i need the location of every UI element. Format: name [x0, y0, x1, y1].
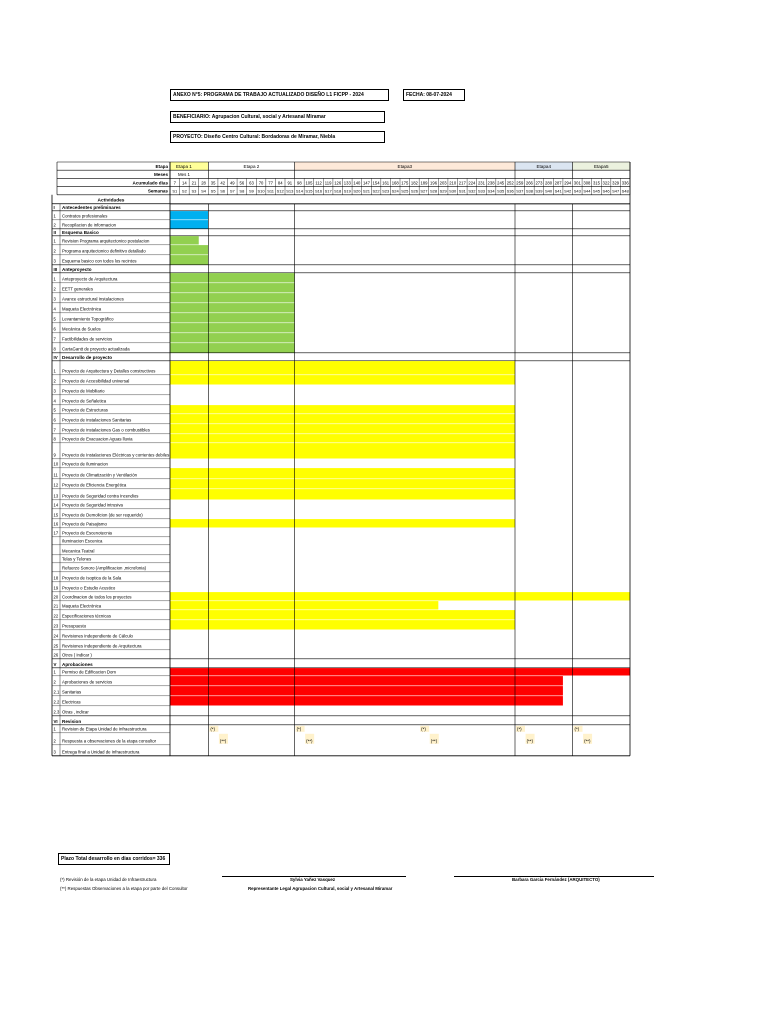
semana-value: S42: [564, 188, 572, 194]
acumulado-value: 70: [258, 180, 264, 186]
acumulado-value: 322: [602, 180, 610, 186]
semana-value: S39: [535, 188, 543, 194]
task-bar: [170, 293, 295, 302]
revision-mark: (**): [306, 738, 313, 744]
task-number: 1: [53, 276, 56, 282]
semana-value: S48: [621, 188, 629, 194]
task-number: 22: [53, 613, 59, 619]
semana-value: S35: [497, 188, 505, 194]
task-bar: [170, 668, 630, 675]
task-label: Otras , indicar: [62, 709, 89, 715]
semana-value: S47: [612, 188, 620, 194]
task-number: 20: [53, 594, 59, 600]
semana-value: S21: [362, 188, 371, 194]
task-label: Proyecto de Señaletica: [62, 398, 107, 404]
task-label: Proyecto de instalaciones Gas o combustibles: [62, 427, 150, 433]
task-label: Sanitarias: [62, 689, 82, 695]
task-bar: [170, 245, 208, 254]
task-number: 6: [53, 326, 56, 332]
task-label: Proyecto de Mobiliario: [62, 388, 105, 394]
task-label: Proyecto de Iluminacion: [62, 461, 108, 467]
semana-value: S22: [372, 188, 380, 194]
task-label: Proyecto de Evacuacion Aguas lluvia: [62, 436, 133, 442]
task-number: 8: [53, 436, 56, 442]
revision-mark: (*): [421, 726, 426, 732]
task-number: 2: [53, 286, 56, 292]
acumulado-value: 98: [297, 180, 302, 186]
task-label: Proyecto de Eficiencia Energética: [62, 482, 127, 488]
etapa-label: Etapa4: [536, 164, 552, 169]
acumulado-value: 315: [592, 180, 600, 186]
semana-value: S5: [210, 188, 216, 194]
section-label: Desarrollo de proyecto: [62, 354, 113, 360]
semana-value: S13: [286, 188, 294, 194]
semana-value: S38: [525, 188, 533, 194]
task-label: Anteproyecto de Arquitectura: [62, 276, 118, 282]
acumulado-value: 77: [268, 180, 273, 186]
task-number: 13: [53, 493, 59, 499]
task-number: 15: [53, 512, 59, 518]
acumulado-value: 63: [249, 180, 254, 186]
section-label: Anteproyecto: [62, 266, 92, 272]
revision-mark: (*): [210, 726, 215, 732]
task-bar: [170, 489, 515, 499]
task-bar: [170, 414, 515, 423]
task-bar: [170, 405, 515, 413]
task-bar: [170, 361, 515, 374]
acumulado-header-label: Acumulado dias: [132, 180, 168, 186]
revision-mark: (**): [430, 738, 438, 744]
task-number: 2: [53, 679, 56, 685]
acumulado-value: 231: [477, 180, 485, 186]
task-number: 1: [53, 368, 56, 374]
etapa-header-label: Etapa: [155, 164, 168, 169]
semana-value: S14: [295, 188, 303, 194]
acumulado-value: 140: [353, 180, 361, 186]
task-label: Mecanica Teatral: [62, 548, 95, 554]
acumulado-value: 154: [372, 180, 380, 186]
task-label: Revisiones Independiente de Cálculo: [62, 633, 133, 639]
task-number: 24: [53, 633, 59, 639]
acumulado-value: 238: [487, 180, 495, 186]
section-number: V: [53, 661, 57, 667]
task-bar: [170, 424, 515, 433]
semana-value: S2: [181, 188, 187, 194]
revision-mark: (**): [526, 738, 533, 744]
acumulado-value: 280: [545, 180, 553, 186]
semana-value: S10: [257, 188, 265, 194]
task-bar: [170, 343, 295, 352]
semana-value: S36: [506, 188, 514, 194]
semana-value: S20: [353, 188, 361, 194]
task-label: Proyecto de Paisajismo: [62, 521, 107, 527]
task-bar: [170, 443, 515, 458]
footnote-revision: (*) Revisión de la etapa Unidad de Infraestructura: [60, 877, 157, 882]
semana-value: S32: [468, 188, 476, 194]
task-number: 5: [53, 316, 56, 322]
task-number: 2: [53, 738, 56, 744]
task-bar: [170, 592, 630, 600]
task-number: 1: [53, 213, 56, 219]
revision-mark: (**): [584, 738, 591, 744]
semana-value: S30: [449, 188, 457, 194]
semana-value: S46: [602, 188, 610, 194]
project-box: PROYECTO: Diseño Centro Cultural: Bordadoras de Miramar, Niebla: [170, 131, 385, 143]
task-bar: [170, 211, 208, 219]
task-label: Proyecto de Arquitectura y Detalles constructivos: [62, 368, 156, 374]
acumulado-value: 168: [391, 180, 399, 186]
task-label: CartaGantt de proyecto actualizada: [62, 346, 130, 352]
task-bar: [170, 333, 295, 342]
acumulado-value: 336: [621, 180, 629, 186]
task-label: Maqueta Electrónica: [62, 603, 102, 609]
task-label: Coordinacion de todos los proyectos: [62, 594, 132, 600]
task-label: Revision Programa arquitectonico postulacion: [62, 238, 150, 244]
task-label: Avance estructural Instalaciones: [62, 296, 124, 302]
semana-value: S16: [314, 188, 323, 194]
acumulado-value: 35: [210, 180, 216, 186]
task-bar: [170, 283, 295, 292]
task-label: Programa arquitectonico definitivo detallado: [62, 248, 146, 254]
task-label: Revision de Etapa Unidad de Infraestructura: [62, 726, 147, 732]
task-number: 23: [53, 623, 59, 629]
task-number: 2.2: [53, 699, 60, 705]
section-number: II: [53, 229, 56, 235]
acumulado-value: 28: [201, 180, 206, 186]
task-label: Mecánica de Suelos: [62, 326, 101, 332]
acumulado-value: 56: [239, 180, 245, 186]
date-box: FECHA: 08-07-2024: [403, 89, 465, 101]
task-number: 18: [53, 575, 59, 581]
task-label: Recopilacion de informacion: [62, 222, 116, 228]
task-label: Presupuesto: [62, 623, 87, 629]
task-bar: [170, 236, 199, 244]
acumulado-value: 224: [468, 180, 476, 186]
semana-value: S1: [172, 188, 178, 194]
acumulado-value: 329: [612, 180, 620, 186]
semana-value: S24: [391, 188, 399, 194]
semana-value: S12: [276, 188, 284, 194]
task-bar: [170, 479, 515, 488]
acumulado-value: 105: [305, 180, 313, 186]
semana-value: S23: [382, 188, 390, 194]
task-number: 4: [53, 306, 56, 312]
task-label: Proyecto de Escenotecnia: [62, 530, 112, 536]
semana-value: S33: [477, 188, 486, 194]
annex-title: ANEXO N°5: PROGRAMA DE TRABAJO ACTUALIZADO DISEÑO L1 FICPP - 2024: [170, 89, 389, 101]
acumulado-value: 112: [315, 180, 322, 186]
acumulado-value: 126: [334, 180, 342, 186]
revision-mark: (*): [517, 726, 522, 732]
task-bar: [170, 303, 295, 312]
meses-header-label: Meses: [153, 172, 168, 178]
task-label: Proyecto de instalaciones Sanitarias: [62, 417, 132, 423]
semana-value: S28: [429, 188, 438, 194]
section-label: Antecedentes preliminares: [62, 204, 121, 210]
task-number: 5: [53, 407, 56, 413]
task-bar: [170, 610, 515, 619]
semanas-header-label: Semanas: [147, 188, 168, 194]
signer-2-name: Barbara Garcia Fernández (ARQUITECTO): [512, 877, 600, 882]
task-label: Levantamiento Topográfico: [62, 316, 114, 322]
task-label: Maqueta Electrónica: [62, 306, 102, 312]
task-bar: [170, 323, 295, 332]
task-label: Proyecto o Estudio Acustico: [62, 585, 116, 591]
task-number: 7: [53, 336, 56, 342]
task-number: 25: [53, 643, 59, 649]
acumulado-value: 84: [277, 180, 283, 186]
task-label: Aprobaciones de servicios: [62, 679, 113, 685]
task-number: 9: [53, 452, 56, 458]
footnote-response: (**) Respuestas Observaciones a la etapa por parte del Consultor: [60, 886, 188, 891]
acumulado-value: 301: [573, 180, 581, 186]
activities-header: Actividades: [97, 198, 125, 204]
acumulado-value: 7: [173, 180, 176, 186]
task-label: Proyecto de Climatización y Ventilación: [62, 472, 137, 478]
task-bar: [170, 468, 515, 478]
section-number: VI: [53, 718, 58, 724]
task-label: Proyecto de Seguridad intrusiva: [62, 502, 123, 508]
task-bar: [170, 220, 208, 228]
semana-value: S4: [201, 188, 206, 194]
semana-value: S25: [401, 188, 409, 194]
semana-value: S15: [305, 188, 313, 194]
acumulado-value: 294: [564, 180, 572, 186]
acumulado-value: 175: [401, 180, 409, 186]
task-label: Permiso de Edificacion Dom: [62, 669, 116, 675]
task-number: 1: [53, 726, 56, 732]
acumulado-value: 245: [497, 180, 505, 186]
semana-value: S41: [554, 188, 562, 194]
acumulado-value: 161: [382, 180, 390, 186]
task-number: 3: [53, 388, 56, 394]
task-label: Contratos profesionales: [62, 213, 108, 219]
task-number: 21: [53, 603, 59, 609]
task-number: 1: [53, 238, 56, 244]
task-number: 10: [53, 461, 59, 467]
section-label: Aprobaciones: [62, 661, 93, 667]
semana-value: S6: [220, 188, 226, 194]
task-label: Factibilidades de servicios: [62, 336, 113, 342]
task-bar: [170, 375, 515, 384]
acumulado-value: 308: [583, 180, 591, 186]
acumulado-value: 210: [449, 180, 457, 186]
semana-value: S45: [592, 188, 601, 194]
semana-value: S19: [343, 188, 351, 194]
task-bar: [170, 434, 515, 442]
semana-value: S34: [487, 188, 495, 194]
task-number: 2.1: [53, 689, 60, 695]
beneficiary-box: BENEFICIARIO: Agrupacion Cultural, social y Artesanal Miramar: [170, 111, 385, 123]
task-number: 16: [53, 521, 59, 527]
mes-label: Mes 1: [178, 172, 190, 178]
task-number: 26: [53, 652, 59, 658]
task-number: 14: [53, 502, 59, 508]
acumulado-value: 119: [324, 180, 332, 186]
section-label: Esquema Basico: [62, 229, 99, 235]
task-number: 4: [53, 398, 56, 404]
task-number: 2: [53, 222, 56, 228]
task-label: Refuerzo Sonoro (Amplificacion ,microfonia): [62, 565, 147, 571]
acumulado-value: 133: [343, 180, 351, 186]
task-label: Otros ( Indicar ): [62, 652, 92, 658]
acumulado-value: 42: [220, 180, 226, 186]
task-label: EETT generales: [62, 286, 93, 292]
acumulado-value: 196: [430, 180, 438, 186]
task-label: Esquema basico con todos los recintos: [62, 258, 137, 264]
task-bar: [170, 620, 515, 629]
task-bar: [170, 696, 563, 705]
task-label: Respuesta a observaciones de la etapa consultor: [62, 738, 157, 744]
task-bar: [170, 686, 563, 695]
semana-value: S9: [249, 188, 254, 194]
acumulado-value: 266: [525, 180, 533, 186]
acumulado-value: 49: [229, 180, 235, 186]
semana-value: S31: [458, 188, 466, 194]
task-number: 2.3: [53, 709, 60, 715]
section-number: III: [53, 266, 58, 272]
acumulado-value: 147: [362, 180, 370, 186]
task-number: 3: [53, 749, 56, 755]
task-label: Electricas: [62, 699, 81, 705]
task-number: 3: [53, 296, 56, 302]
task-bar: [170, 676, 563, 685]
total-duration-box: Plazo Total desarrollo en dias corridos= 336: [58, 853, 170, 865]
task-label: Proyecto de Accesibilidad universal: [62, 378, 130, 384]
section-label: Revision: [62, 718, 82, 724]
task-label: Proyecto de Isoptica de la Sala: [62, 575, 122, 581]
task-number: 1: [53, 669, 56, 675]
semana-value: S18: [334, 188, 342, 194]
task-number: 19: [53, 585, 59, 591]
task-number: 6: [53, 417, 56, 423]
etapa-label: Etapa5: [593, 164, 609, 169]
etapa-label: Etapa 2: [243, 164, 260, 169]
semana-value: S29: [439, 188, 447, 194]
task-label: Iluminacion Escenica: [62, 538, 103, 544]
acumulado-value: 182: [410, 180, 418, 186]
semana-value: S17: [324, 188, 332, 194]
acumulado-value: 273: [535, 180, 543, 186]
acumulado-value: 21: [191, 180, 197, 186]
semana-value: S37: [516, 188, 524, 194]
task-number: 2: [53, 378, 56, 384]
task-number: 3: [53, 258, 56, 264]
task-number: 8: [53, 346, 56, 352]
semana-value: S43: [573, 188, 581, 194]
etapa-label: Etapa3: [397, 164, 413, 169]
acumulado-value: 252: [506, 180, 514, 186]
acumulado-value: 203: [439, 180, 447, 186]
etapa-label: Etapa 1: [176, 164, 192, 169]
semana-value: S40: [544, 188, 553, 194]
task-label: Proyecto de Estructuras: [62, 407, 108, 413]
semana-value: S26: [410, 188, 418, 194]
section-number: I: [53, 204, 55, 210]
task-number: 11: [53, 472, 58, 478]
task-label: Proyecto de Seguridad contra Incendios: [62, 493, 139, 499]
semana-value: S11: [267, 188, 275, 194]
task-bar: [170, 313, 295, 322]
acumulado-value: 259: [516, 180, 524, 186]
acumulado-value: 189: [420, 180, 428, 186]
task-bar: [170, 273, 295, 282]
acumulado-value: 287: [554, 180, 562, 186]
task-label: Proyecto de Demolicion (de ser requerido): [62, 512, 143, 518]
acumulado-value: 91: [287, 180, 293, 186]
task-label: Proyecto de Instalaciones Eléctricas y corrientes debiles: [62, 452, 170, 458]
revision-mark: (*): [574, 726, 580, 732]
task-number: 7: [53, 427, 56, 433]
revision-mark: (**): [219, 738, 227, 744]
section-number: IV: [53, 354, 58, 360]
semana-value: S27: [420, 188, 428, 194]
revision-mark: (*): [296, 726, 302, 732]
task-label: Especificaciones técnicas: [62, 613, 111, 619]
task-number: 2: [53, 248, 56, 254]
task-bar: [170, 519, 515, 527]
acumulado-value: 217: [458, 180, 466, 186]
semana-value: S44: [583, 188, 591, 194]
task-number: 12: [53, 482, 59, 488]
acumulado-value: 14: [182, 180, 187, 186]
task-label: Telas y Telones: [62, 556, 92, 562]
task-label: Entrega final a Unidad de Infraestructura: [62, 749, 140, 755]
task-label: Revisiones Independiente de Arquitectura: [62, 643, 142, 649]
task-number: 17: [53, 530, 59, 536]
semana-value: S7: [229, 188, 235, 194]
signer-1-role: Representante Legal Agrupacion Cultural, social y Artesanal Miramar: [248, 886, 393, 891]
signer-1-name: Sylvia Yañez Vasquez: [290, 877, 336, 882]
task-bar: [170, 255, 208, 264]
semana-value: S8: [239, 188, 245, 194]
semana-value: S3: [191, 188, 197, 194]
task-bar: [170, 601, 438, 609]
